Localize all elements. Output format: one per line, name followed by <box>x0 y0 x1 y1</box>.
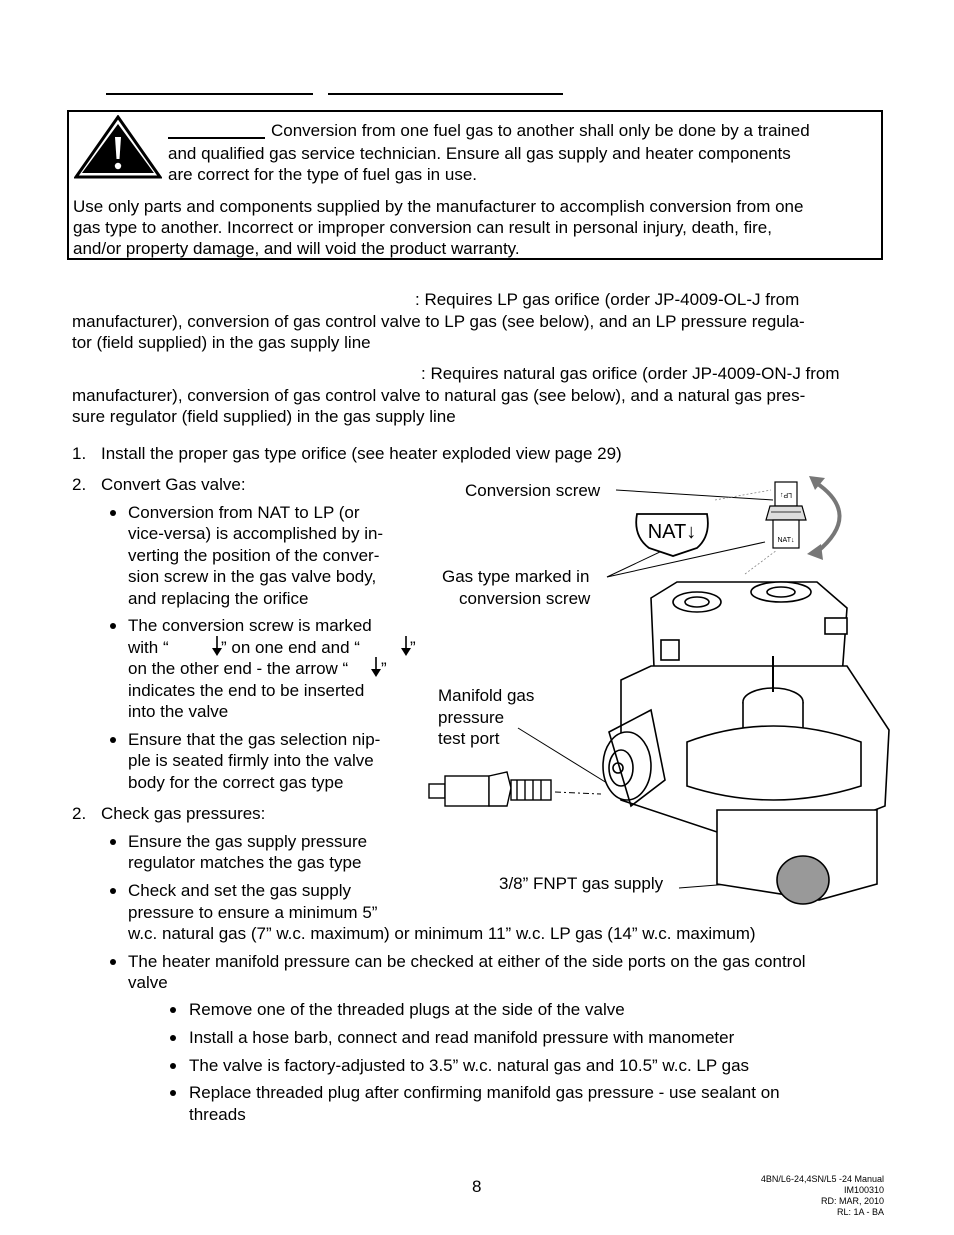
warning-line-2: and qualified gas service technician. Ensure all gas supply and heater components <box>168 144 791 163</box>
b1-line-1: Conversion from NAT to LP (or <box>128 503 360 522</box>
d4-line-2: threads <box>189 1105 246 1124</box>
conversion-screw-icon <box>766 482 806 548</box>
label-manifold-1: Manifold gas <box>438 686 535 705</box>
b3-line-1: Ensure that the gas selection nip- <box>128 730 381 749</box>
c3-line-2: valve <box>128 973 168 992</box>
c2-line-2: pressure to ensure a minimum 5” <box>128 903 378 922</box>
conversion-screw-leader <box>616 490 773 500</box>
label-manifold-2: pressure <box>438 708 505 727</box>
warning-label-underline <box>168 137 265 139</box>
b3-line-2: ple is seated firmly into the valve <box>128 751 374 770</box>
b2-line-4: indicates the end to be inserted <box>128 681 365 700</box>
b2-line-2a: with “ <box>128 638 169 657</box>
manifold-leader <box>518 728 615 788</box>
label-gas-type-2: conversion screw <box>459 589 591 608</box>
warning-line-3: are correct for the type of fuel gas in use. <box>168 165 477 184</box>
b1-line-5: and replacing the orifice <box>128 589 309 608</box>
d4-line-1: Replace threaded plug after confirming manifold gas pressure - use sealant on <box>189 1083 780 1102</box>
b2-line-1: The conversion screw is marked <box>128 616 372 635</box>
c3-line-1: The heater manifold pressure can be checked at either of the side ports on the gas control <box>128 952 806 971</box>
c2-line-3: w.c. natural gas (7” w.c. maximum) or minimum 11” w.c. LP gas (14” w.c. maximum) <box>128 924 756 943</box>
screw-nat-label: NAT↓ <box>777 537 795 544</box>
step-3-text: Check gas pressures: <box>101 804 266 823</box>
bullet-dot <box>170 1007 176 1013</box>
doc-info-line-4: RL: 1A - BA <box>836 1207 884 1217</box>
heading-underline-right <box>328 93 563 95</box>
gas-valve-body-icon <box>603 582 889 904</box>
step-2-text: Convert Gas valve: <box>101 475 246 494</box>
d2-line: Install a hose barb, connect and read manifold pressure with manometer <box>189 1028 735 1047</box>
c1-line-2: regulator matches the gas type <box>128 853 362 872</box>
doc-info-line-3: RD: MAR, 2010 <box>820 1196 884 1206</box>
gas-valve-figure <box>415 470 905 910</box>
bullet-dot <box>110 510 116 516</box>
b2-line-2c: ” <box>410 638 416 657</box>
d1-line: Remove one of the threaded plugs at the side of the valve <box>189 1000 625 1019</box>
lp-conversion-line-1: : Requires LP gas orifice (order JP-4009-OL-J from <box>415 290 800 309</box>
heading-underline-left <box>106 93 313 95</box>
b2-line-2b: ” on one end and “ <box>221 638 360 657</box>
d3-line: The valve is factory-adjusted to 3.5” w.c. natural gas and 10.5” w.c. LP gas <box>189 1056 750 1075</box>
step-1-text: Install the proper gas type orifice (see heater exploded view page 29) <box>101 444 622 463</box>
hose-barb-icon <box>429 772 551 806</box>
lp-conversion-line-2: manufacturer), conversion of gas control valve to LP gas (see below), and an LP pressure regula- <box>72 312 805 331</box>
nat-stamp-text: NAT↓ <box>647 521 697 543</box>
bullet-dot <box>110 888 116 894</box>
b1-line-2: vice-versa) is accomplished by in- <box>128 524 384 543</box>
b3-line-3: body for the correct gas type <box>128 773 344 792</box>
screw-lp-label: LP↓ <box>779 491 793 498</box>
doc-info-line-2: IM100310 <box>843 1185 884 1195</box>
c1-line-1: Ensure the gas supply pressure <box>128 832 368 851</box>
doc-info <box>761 1174 884 1218</box>
b1-line-3: verting the position of the conver- <box>128 546 380 565</box>
label-manifold-3: test port <box>438 729 500 748</box>
warning-triangle-icon <box>74 115 162 179</box>
warning-line-1: Conversion from one fuel gas to another shall only be done by a trained <box>271 121 810 140</box>
step-1-number: 1. <box>72 444 87 463</box>
b2-line-5: into the valve <box>128 702 229 721</box>
warning-para-line-3: and/or property damage, and will void the product warranty. <box>73 239 520 258</box>
b2-line-3a: on the other end - the arrow “ <box>128 659 349 678</box>
b1-line-4: sion screw in the gas valve body, <box>128 567 377 586</box>
doc-info-line-1: 4BN/L6-24,4SN/L5 -24 Manual <box>760 1174 884 1184</box>
c2-line-1: Check and set the gas supply <box>128 881 352 900</box>
step-3-number: 2. <box>72 804 87 823</box>
bullet-dot <box>110 623 116 629</box>
label-fnpt: 3/8” FNPT gas supply <box>499 874 664 893</box>
label-gas-type-1: Gas type marked in <box>442 567 590 586</box>
nat-conversion-line-3: sure regulator (field supplied) in the gas supply line <box>72 407 456 426</box>
bullet-dot <box>170 1063 176 1069</box>
warning-para-line-1: Use only parts and components supplied by the manufacturer to accomplish conversion from one <box>73 197 804 216</box>
nat-conversion-line-1: : Requires natural gas orifice (order JP-4009-ON-J from <box>421 364 840 383</box>
b2-line-3b: ” <box>381 659 387 678</box>
lp-conversion-line-3: tor (field supplied) in the gas supply line <box>72 333 371 352</box>
label-conversion-screw: Conversion screw <box>465 481 601 500</box>
nat-conversion-line-2: manufacturer), conversion of gas control valve to natural gas (see below), and a natural gas pres- <box>72 386 806 405</box>
warning-box <box>67 110 883 260</box>
warning-para-line-2: gas type to another. Incorrect or improper conversion can result in personal injury, death, fire, <box>73 218 772 237</box>
bullet-dot <box>170 1090 176 1096</box>
step-2-number: 2. <box>72 475 87 494</box>
bullet-dot <box>170 1035 176 1041</box>
bullet-dot <box>110 737 116 743</box>
bullet-dot <box>110 839 116 845</box>
bullet-dot <box>110 959 116 965</box>
page-number: 8 <box>472 1177 482 1196</box>
